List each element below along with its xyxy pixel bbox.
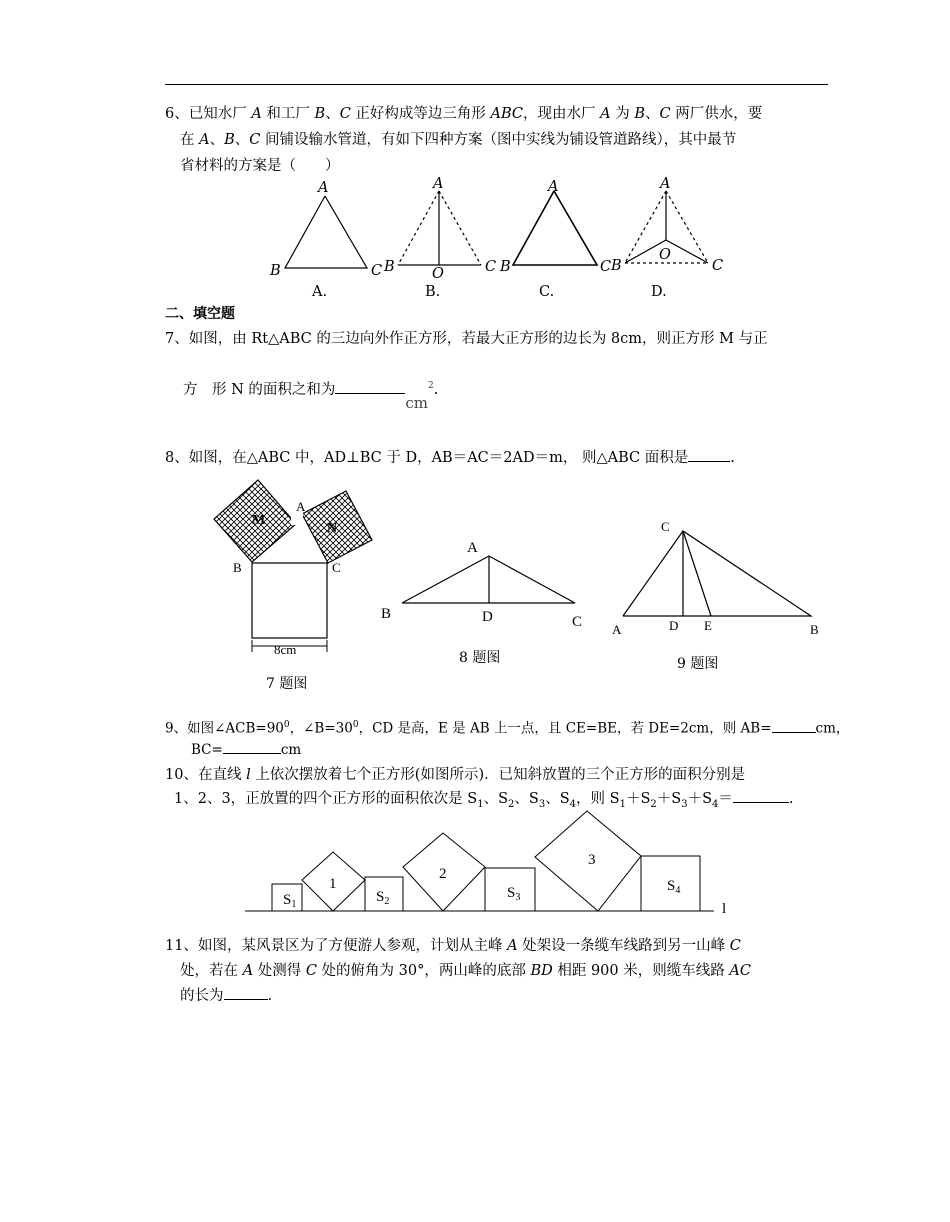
q7-label-c: C bbox=[332, 560, 341, 575]
q6-c-label-b: B bbox=[500, 259, 511, 275]
q6-d-label-o: O bbox=[659, 247, 671, 263]
q6-d-label-b: B bbox=[611, 258, 622, 274]
q6-b-label-o: O bbox=[432, 266, 444, 282]
q6-line-1: 6、已知水厂 A 和工厂 B、C 正好构成等边三角形 ABC，现由水厂 A 为 B、C 两厂供水，要 bbox=[165, 106, 763, 122]
q10-label-3: 3 bbox=[588, 852, 596, 868]
q8-figure bbox=[402, 556, 575, 603]
q7-answer-blank[interactable] bbox=[335, 393, 405, 394]
q10-label-1: 1 bbox=[329, 876, 337, 892]
q8-label-d: D bbox=[482, 609, 493, 625]
q9-line-1: 9、如图$\angle ACB=90^0$，$\angle B=30^0$，CD 是高，E 是 AB 上一点，且 CE=BE，若 DE=2cm，则 AB= cm， bbox=[165, 720, 850, 737]
q7-label-m: M bbox=[252, 513, 266, 528]
q8-line: 8、如图，在△ABC 中，AD⊥BC 于 D，AB＝AC＝2AD＝m， 则△ABC 面积是 . bbox=[165, 450, 735, 466]
q9-label-e: E bbox=[704, 618, 712, 633]
q8-caption: 8 题图 bbox=[459, 650, 501, 666]
q6-line-2: 在 A、B、C 间铺设输水管道，有如下四种方案（图中实线为铺设管道路线），其中最节 bbox=[180, 132, 737, 148]
q6-option-b-figure bbox=[398, 191, 481, 265]
q9-label-c: C bbox=[661, 519, 670, 534]
q8-label-c: C bbox=[572, 614, 583, 630]
q7-line-2: 方 形 N 的面积之和为$cm^2$. bbox=[183, 381, 439, 412]
q7-square-big bbox=[252, 563, 327, 638]
q9-label-b: B bbox=[810, 622, 819, 637]
q9-bc-blank[interactable] bbox=[223, 753, 281, 754]
q10-label-2: 2 bbox=[439, 866, 447, 882]
q6-option-a: A. bbox=[312, 284, 328, 300]
q9-line-2: BC= cm bbox=[191, 742, 302, 758]
q6-option-c-figure bbox=[513, 191, 597, 265]
q6-a-label-a: A bbox=[318, 180, 329, 196]
q10-answer-blank[interactable] bbox=[733, 802, 789, 803]
q6-line-3: 省材料的方案是（ ） bbox=[180, 158, 340, 174]
q9-ab-blank[interactable] bbox=[772, 732, 816, 733]
q10-figure bbox=[245, 811, 714, 911]
q6-option-d: D. bbox=[651, 284, 667, 300]
q6-c-label-a: A bbox=[548, 179, 559, 195]
q10-label-s1: $S_1$ bbox=[283, 892, 297, 910]
q6-a-label-b: B bbox=[270, 263, 281, 279]
q6-b-label-c: C bbox=[485, 259, 497, 275]
q6-a-label-c: C bbox=[371, 263, 383, 279]
q7-caption: 7 题图 bbox=[266, 676, 308, 692]
q11-line-1: 11、如图，某风景区为了方便游人参观，计划从主峰 A 处架设一条缆车线路到另一山峰 C bbox=[165, 938, 741, 954]
q8-answer-blank[interactable] bbox=[688, 461, 730, 462]
q8-label-a: A bbox=[467, 540, 478, 556]
q6-option-c: C. bbox=[539, 284, 555, 300]
section-heading: 二、填空题 bbox=[165, 306, 235, 322]
q10-label-line: l bbox=[722, 901, 727, 917]
q6-d-label-c: C bbox=[712, 258, 724, 274]
q7-line-1: 7、如图，由 Rt△ABC 的三边向外作正方形，若最大正方形的边长为 8cm，则正方形 M 与正 bbox=[165, 331, 768, 347]
q9-label-a: A bbox=[612, 622, 622, 637]
q8-label-b: B bbox=[381, 606, 392, 622]
q7-label-a: A bbox=[296, 499, 306, 514]
q11-line-3: 的长为 . bbox=[180, 988, 273, 1004]
q6-d-label-a: A bbox=[660, 176, 671, 192]
q6-c-label-c: C bbox=[600, 259, 612, 275]
q9-caption: 9 题图 bbox=[677, 656, 719, 672]
q9-label-d: D bbox=[669, 618, 679, 633]
q7-label-b: B bbox=[233, 560, 242, 575]
q9-figure bbox=[623, 531, 811, 616]
q10-label-s3: $S_3$ bbox=[507, 885, 521, 903]
q10-line-1: 10、在直线 l 上依次摆放着七个正方形(如图所示)．已知斜放置的三个正方形的面积分别是 bbox=[165, 767, 746, 783]
q10-label-s4: $S_4$ bbox=[667, 878, 681, 896]
q10-label-s2: $S_2$ bbox=[376, 889, 390, 907]
q7-label-n: N bbox=[327, 521, 338, 536]
q6-b-label-a: A bbox=[433, 176, 444, 192]
q6-option-b: B. bbox=[425, 284, 441, 300]
q7-label-len: 8cm bbox=[274, 642, 297, 657]
q10-line-2: 1、2、3，正放置的四个正方形的面积依次是 $S_1$、$S_2$、$S_3$、$S_4$，则 $S_1+S_2+S_3+S_4=$ . bbox=[174, 791, 794, 810]
q11-line-2: 处，若在 A 处测得 C 处的俯角为 30°，两山峰的底部 BD 相距 900 米，则缆车线路 AC bbox=[180, 963, 751, 979]
q6-b-label-b: B bbox=[384, 259, 395, 275]
q6-option-a-figure bbox=[285, 196, 367, 268]
q11-answer-blank[interactable] bbox=[224, 999, 268, 1000]
